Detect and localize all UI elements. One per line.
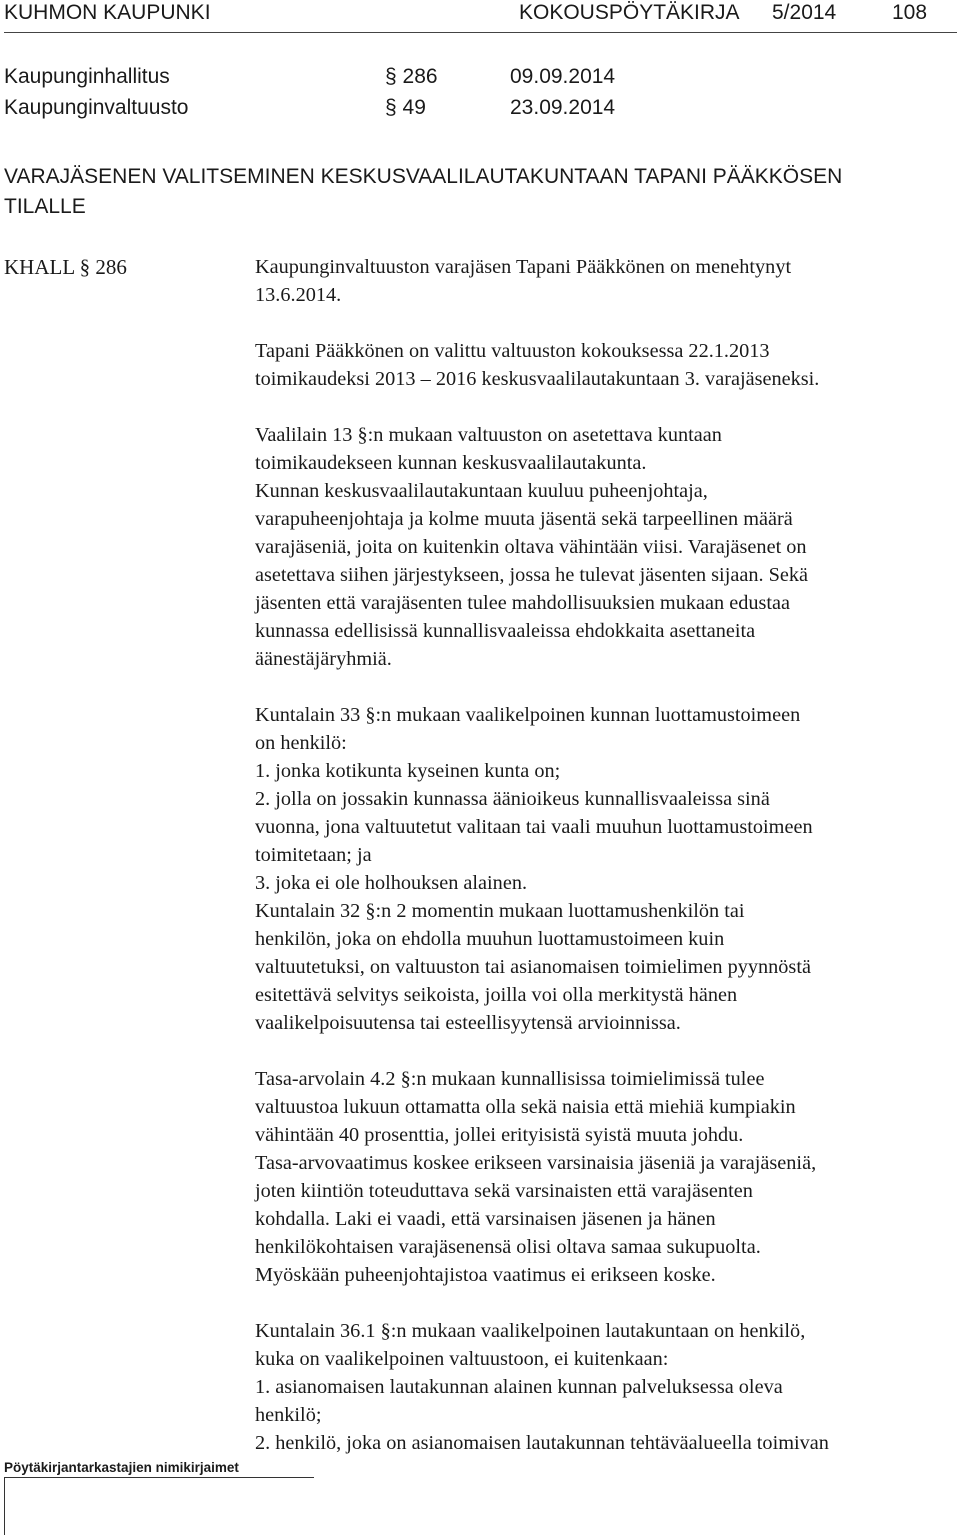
text-line: henkilön, joka on ehdolla muuhun luottamustoimeen kuin: [255, 928, 725, 950]
meeting-date: 23.09.2014: [510, 96, 616, 119]
text-line: Kunnan keskusvaalilautakuntaan kuuluu puheenjohtaja,: [255, 480, 708, 502]
header-divider: [4, 32, 957, 33]
reviewer-initials-label: Pöytäkirjantarkastajien nimikirjaimet: [4, 1460, 239, 1475]
text-line: Tasa-arvovaatimus koskee erikseen varsinaisia jäseniä ja varajäseniä,: [255, 1152, 817, 1174]
text-line: äänestäjäryhmiä.: [255, 648, 392, 670]
text-line: Tasa-arvolain 4.2 §:n mukaan kunnallisissa toimielimissä tulee: [255, 1068, 765, 1090]
item-title: VARAJÄSENEN VALITSEMINEN KESKUSVAALILAUTAKUNTAAN TAPANI PÄÄKKÖSEN TILALLE: [4, 165, 843, 218]
text-line: joten kiintiön toteuduttava sekä varsinaisten että varajäsenten: [255, 1180, 753, 1202]
text-line: varapuheenjohtaja ja kolme muuta jäsentä sekä tarpeellinen määrä: [255, 508, 793, 530]
meeting-body: Kaupunginvaltuusto: [4, 96, 189, 119]
text-line: henkilö;: [255, 1404, 322, 1426]
text-line: toimikaudeksi 2013 – 2016 keskusvaalilautakuntaan 3. varajäseneksi.: [255, 368, 820, 390]
text-line: vaalikelpoisuutensa tai esteellisyytensä arvioinnissa.: [255, 1012, 681, 1034]
text-line: 1. asianomaisen lautakunnan alainen kunnan palveluksessa oleva: [255, 1376, 783, 1398]
text-line: 1. jonka kotikunta kyseinen kunta on;: [255, 760, 561, 782]
text-line: Myöskään puheenjohtajistoa vaatimus ei erikseen koske.: [255, 1264, 716, 1286]
issue-number: 5/2014: [772, 1, 837, 24]
text-line: henkilökohtaisen varajäsenensä olisi oltava samaa sukupuolta.: [255, 1236, 761, 1258]
paragraph-gap: [255, 1289, 945, 1317]
text-line: Kuntalain 32 §:n 2 momentin mukaan luottamushenkilön tai: [255, 900, 745, 922]
paragraph-gap: [255, 1037, 945, 1065]
initials-box-top: [4, 1477, 314, 1478]
text-line: toimikaudekseen kunnan keskusvaalilautakunta.: [255, 452, 647, 474]
text-line: Vaalilain 13 §:n mukaan valtuuston on asetettava kuntaan: [255, 424, 722, 446]
org-name: KUHMON KAUPUNKI: [4, 1, 211, 24]
item-body: [255, 253, 945, 1457]
text-line: vähintään 40 prosenttia, jollei erityisistä syistä muuta johdu.: [255, 1124, 744, 1146]
text-line: 3. joka ei ole holhouksen alainen.: [255, 872, 528, 894]
page-header: [0, 0, 960, 28]
section-number: § 49: [385, 96, 426, 119]
meeting-body: Kaupunginhallitus: [4, 65, 170, 88]
text-line: kohdalla. Laki ei vaadi, että varsinaisen jäsenen ja hänen: [255, 1208, 716, 1230]
text-line: valtuustoa lukuun ottamatta olla sekä naisia että miehiä kumpiakin: [255, 1096, 796, 1118]
page-number: 108: [892, 1, 928, 24]
section-number: § 286: [385, 65, 438, 88]
text-line: esitettävä selvitys seikoista, joilla voi olla merkitystä hänen: [255, 984, 738, 1006]
text-line: kuka on vaalikelpoinen valtuustoon, ei kuitenkaan:: [255, 1348, 669, 1370]
paragraph-gap: [255, 673, 945, 701]
text-line: valtuutetuksi, on valtuuston tai asianomaisen toimielimen pyynnöstä: [255, 956, 811, 978]
meeting-date: 09.09.2014: [510, 65, 616, 88]
text-line: Kaupunginvaltuuston varajäsen Tapani Pääkkönen on menehtynyt: [255, 256, 792, 278]
text-line: toimitetaan; ja: [255, 844, 372, 866]
paragraph-gap: [255, 393, 945, 421]
text-line: Kuntalain 33 §:n mukaan vaalikelpoinen kunnan luottamustoimeen: [255, 704, 801, 726]
item-label: KHALL § 286: [4, 255, 127, 279]
text-line: 2. henkilö, joka on asianomaisen lautakunnan tehtäväalueella toimivan: [255, 1432, 829, 1454]
text-line: varajäseniä, joita on kuitenkin oltava vähintään viisi. Varajäsenet on: [255, 536, 807, 558]
document-type: KOKOUSPÖYTÄKIRJA: [519, 1, 740, 24]
text-line: 2. jolla on jossakin kunnassa äänioikeus kunnallisvaaleissa sinä: [255, 788, 770, 810]
text-line: kunnassa edellisissä kunnallisvaaleissa ehdokkaita asettaneita: [255, 620, 756, 642]
text-line: asetettava siihen järjestykseen, jossa he tulevat jäsenten sijaan. Sekä: [255, 564, 809, 586]
text-line: 13.6.2014.: [255, 284, 342, 306]
text-line: on henkilö:: [255, 732, 347, 754]
initials-box-left: [4, 1477, 5, 1535]
text-line: jäsenten että varajäsenten tulee mahdollisuuksien mukaan edustaa: [255, 592, 791, 614]
text-line: Tapani Pääkkönen on valittu valtuuston kokouksessa 22.1.2013: [255, 340, 770, 362]
text-line: vuonna, jona valtuutetut valitaan tai vaali muuhun luottamustoimeen: [255, 816, 813, 838]
text-line: Kuntalain 36.1 §:n mukaan vaalikelpoinen lautakuntaan on henkilö,: [255, 1320, 806, 1342]
paragraph-gap: [255, 309, 945, 337]
